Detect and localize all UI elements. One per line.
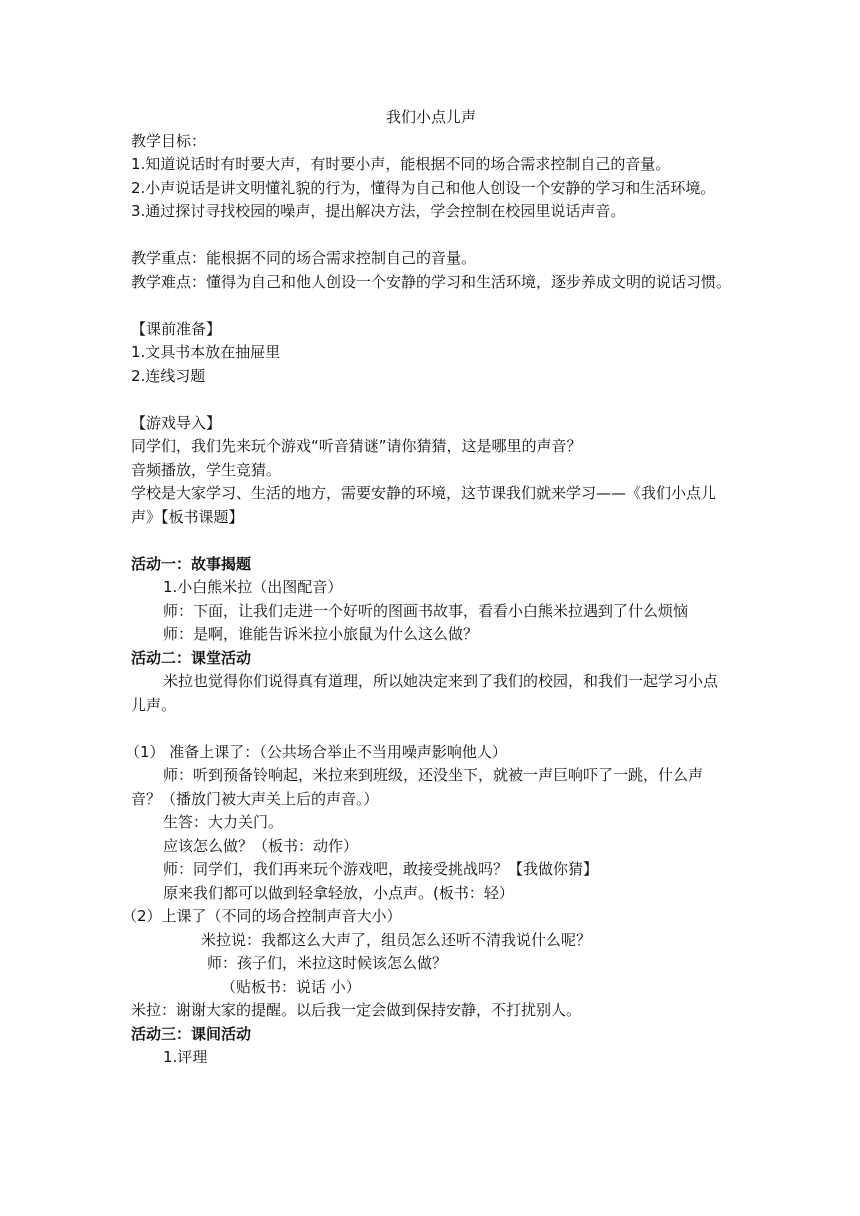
objectives-heading: 教学目标： bbox=[131, 131, 207, 150]
part1-line: 生答：大力关门。 bbox=[163, 813, 284, 831]
blank-line bbox=[131, 224, 731, 248]
part1-line: 原来我们都可以做到轻拿轻放，小点声。(板书：轻） bbox=[163, 883, 514, 902]
objective-item: 2.小声说话是讲文明懂礼貌的行为，懂得为自己和他人创设一个安静的学习和生活环境。 bbox=[131, 178, 716, 197]
intro-heading: 【游戏导入】 bbox=[131, 413, 222, 432]
blank-line bbox=[131, 294, 731, 318]
intro-line: 学校是大家学习、生活的地方，需要安静的环境，这节课我们就来学习——《我们小点儿声》【板书课题】 bbox=[131, 484, 717, 526]
part1-line: 应该怎么做？（板书：动作） bbox=[163, 836, 359, 855]
prep-item: 2.连线习题 bbox=[131, 366, 206, 385]
part2-line: 米拉说：我都这么大声了，组员怎么还听不清我说什么呢？ bbox=[201, 930, 592, 949]
activity1-line: 1.小白熊米拉（出图配音） bbox=[163, 578, 343, 596]
intro-line: 同学们，我们先来玩个游戏“听音猜谜”请你猜猜，这是哪里的声音？ bbox=[131, 437, 582, 455]
document-title: 我们小点儿声 bbox=[385, 108, 476, 126]
activity3-heading: 活动三：课间活动 bbox=[131, 1024, 252, 1043]
blank-line bbox=[131, 717, 731, 741]
activity1-heading: 活动一：故事揭题 bbox=[131, 554, 252, 573]
blank-line bbox=[131, 388, 731, 412]
part2-line: 师：孩子们，米拉这时候该怎么做？ bbox=[207, 954, 448, 972]
blank-line bbox=[131, 529, 731, 553]
part2-heading: （2）上课了（不同的场合控制声音大小） bbox=[122, 907, 402, 925]
intro-line: 音频播放，学生竞猜。 bbox=[131, 460, 282, 479]
activity1-line: 师：下面，让我们走进一个好听的图画书故事，看看小白熊米拉遇到了什么烦恼 bbox=[163, 601, 689, 620]
difficult-point: 教学难点：懂得为自己和他人创设一个安静的学习和生活环境，逐步养成文明的说话习惯。 bbox=[131, 272, 732, 291]
activity2-heading: 活动二：课堂活动 bbox=[131, 648, 252, 667]
part1-line: 师：同学们，我们再来玩个游戏吧，敢接受挑战吗？【我做你猜】 bbox=[163, 860, 599, 878]
objective-item: 1.知道说话时有时要大声，有时要小声，能根据不同的场合需求控制自己的音量。 bbox=[131, 155, 671, 173]
activity3-line: 1.评理 bbox=[163, 1048, 208, 1066]
part1-line: 师：听到预备铃响起，米拉来到班级，还没坐下，就被一声巨响吓了一跳，什么声音？（播放门被大声关上后的声音。） bbox=[131, 766, 704, 808]
objective-item: 3.通过探讨寻找校园的噪声，提出解决方法，学会控制在校园里说话声音。 bbox=[131, 202, 626, 220]
activity1-line: 师：是啊，谁能告诉米拉小旅鼠为什么这么做？ bbox=[163, 625, 479, 643]
key-point: 教学重点：能根据不同的场合需求控制自己的音量。 bbox=[131, 249, 477, 267]
part2-line: （贴板书：说话 小） bbox=[221, 977, 361, 996]
mila-thanks: 米拉：谢谢大家的提醒。以后我一定会做到保持安静，不打扰别人。 bbox=[131, 1001, 582, 1019]
activity2-intro: 米拉也觉得你们说得真有道理，所以她决定来到了我们的校园，和我们一起学习小点儿声。 bbox=[131, 672, 719, 714]
part1-heading: （1） 准备上课了：（公共场合举止不当用噪声影响他人） bbox=[125, 742, 507, 761]
prep-heading: 【课前准备】 bbox=[131, 319, 222, 338]
document-page bbox=[122, 106, 732, 1070]
prep-item: 1.文具书本放在抽屉里 bbox=[131, 343, 281, 361]
